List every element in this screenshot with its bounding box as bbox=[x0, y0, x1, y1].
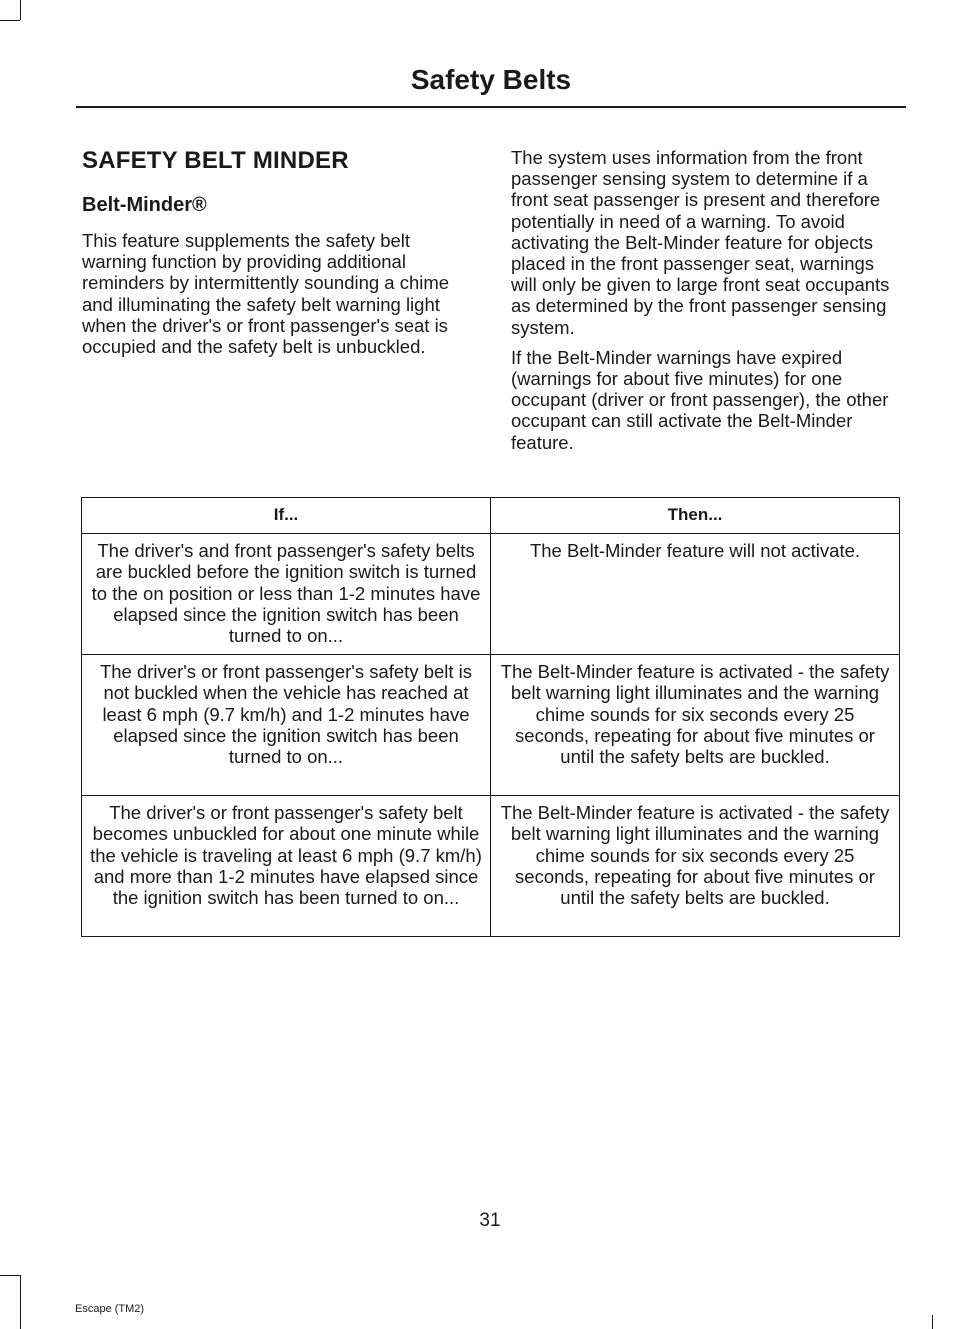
right-column bbox=[511, 147, 903, 462]
table-header-row bbox=[82, 498, 900, 534]
row-2-if: The driver's or front passenger's safety belt is not buckled when the vehicle has reached at least 6 mph (9.7 km/h) and 1-2 minutes have elapsed since the ignition switch has been turned to on... bbox=[82, 655, 491, 796]
crop-mark-bottom-right-vertical bbox=[932, 1315, 933, 1329]
row-1-then: The Belt-Minder feature will not activate. bbox=[491, 534, 900, 655]
footer-model-label: Escape (TM2) bbox=[75, 1303, 145, 1315]
crop-mark-bottom-left-vertical bbox=[20, 1275, 21, 1329]
row-3-if: The driver's or front passenger's safety belt becomes unbuckled for about one minute while the vehicle is traveling at least 6 mph (9.7 km/h) and more than 1-2 minutes have elapsed since the ignition switch has been turned to on... bbox=[82, 796, 491, 937]
intro-paragraph: This feature supplements the safety belt warning function by providing additional reminders by intermittently sounding a chime and illuminating the safety belt warning light when the driver's or front passenger's seat is occupied and the safety belt is unbuckled. bbox=[82, 230, 450, 358]
page-title: Safety Belts bbox=[410, 64, 572, 95]
header-then: Then... bbox=[491, 498, 900, 534]
sub-heading: Belt-Minder® bbox=[82, 194, 207, 216]
page-number: 31 bbox=[479, 1210, 501, 1231]
section-heading: SAFETY BELT MINDER bbox=[82, 147, 349, 174]
row-2-then: The Belt-Minder feature is activated - the safety belt warning light illuminates and the warning chime sounds for six seconds every 25 seconds, repeating for about five minutes or until the safety belts are buckled. bbox=[491, 655, 900, 796]
table-row bbox=[82, 796, 900, 937]
crop-mark-top-left-vertical bbox=[20, 0, 21, 20]
belt-minder-table bbox=[81, 497, 899, 937]
condition-table bbox=[81, 497, 900, 937]
warnings-expired-paragraph: If the Belt-Minder warnings have expired (warnings for about five minutes) for one occupant (driver or front passenger), the other occupant can still activate the Belt-Minder feature. bbox=[511, 346, 889, 453]
row-3-then: The Belt-Minder feature is activated - the safety belt warning light illuminates and the warning chime sounds for six seconds every 25 seconds, repeating for about five minutes or until the safety belts are buckled. bbox=[491, 796, 900, 937]
row-1-if: The driver's and front passenger's safety belts are buckled before the ignition switch is turned to the on position or less than 1-2 minutes have elapsed since the ignition switch has been turned to on... bbox=[82, 534, 491, 655]
sensing-system-paragraph: The system uses information from the front passenger sensing system to determine if a front seat passenger is present and therefore potentially in need of a warning. To avoid activating the Belt-Minder feature for objects placed in the front passenger seat, warnings will only be given to large front seat occupants as determined by the front passenger sensing system. bbox=[511, 147, 890, 338]
crop-mark-top-left-horizontal bbox=[0, 20, 20, 21]
header-if: If... bbox=[82, 498, 491, 534]
table-row bbox=[82, 655, 900, 796]
table-row bbox=[82, 534, 900, 655]
title-divider bbox=[76, 106, 906, 108]
left-column bbox=[82, 146, 470, 366]
crop-mark-bottom-left-horizontal bbox=[0, 1275, 20, 1276]
